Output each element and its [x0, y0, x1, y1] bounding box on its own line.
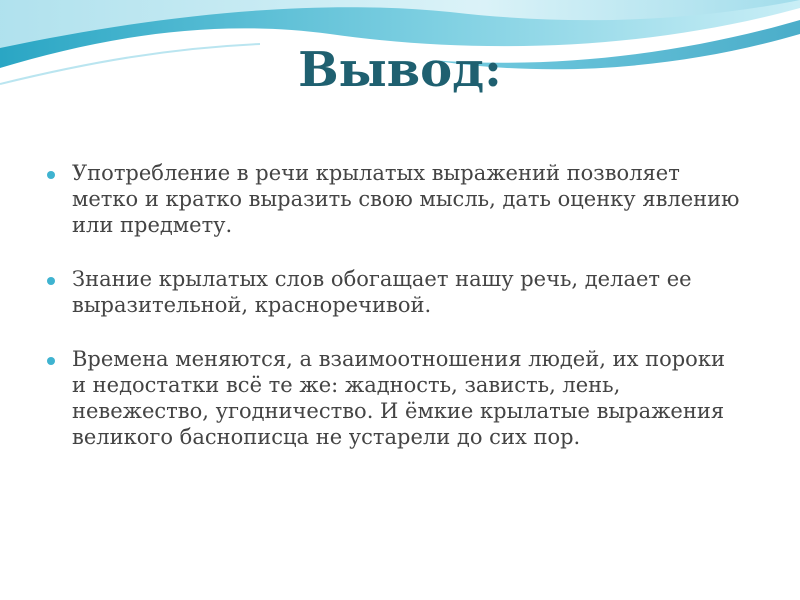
bullet-item: [44, 160, 744, 238]
bullet-dot-icon: [47, 357, 55, 365]
bullet-dot-icon: [47, 171, 55, 179]
bullet-text: Употребление в речи крылатых выражений позволяет метко и кратко выразить свою мысль, дать оценку явлению или предмету.: [72, 161, 740, 237]
bullet-dot-icon: [47, 277, 55, 285]
bullet-text: Знание крылатых слов обогащает нашу речь, делает ее выразительной, красноречивой.: [72, 267, 692, 317]
bullet-text: Времена меняются, а взаимоотношения людей, их пороки и недостатки всё те же: жадность, зависть, лень, невежество, угодничество. И ёмкие крылатые выражения великого баснописца не устарели до сих пор.: [72, 347, 725, 449]
bullet-item: [44, 266, 744, 318]
bullet-item: [44, 346, 744, 450]
slide-title: Вывод:: [298, 42, 502, 98]
bullet-list: [44, 160, 744, 478]
